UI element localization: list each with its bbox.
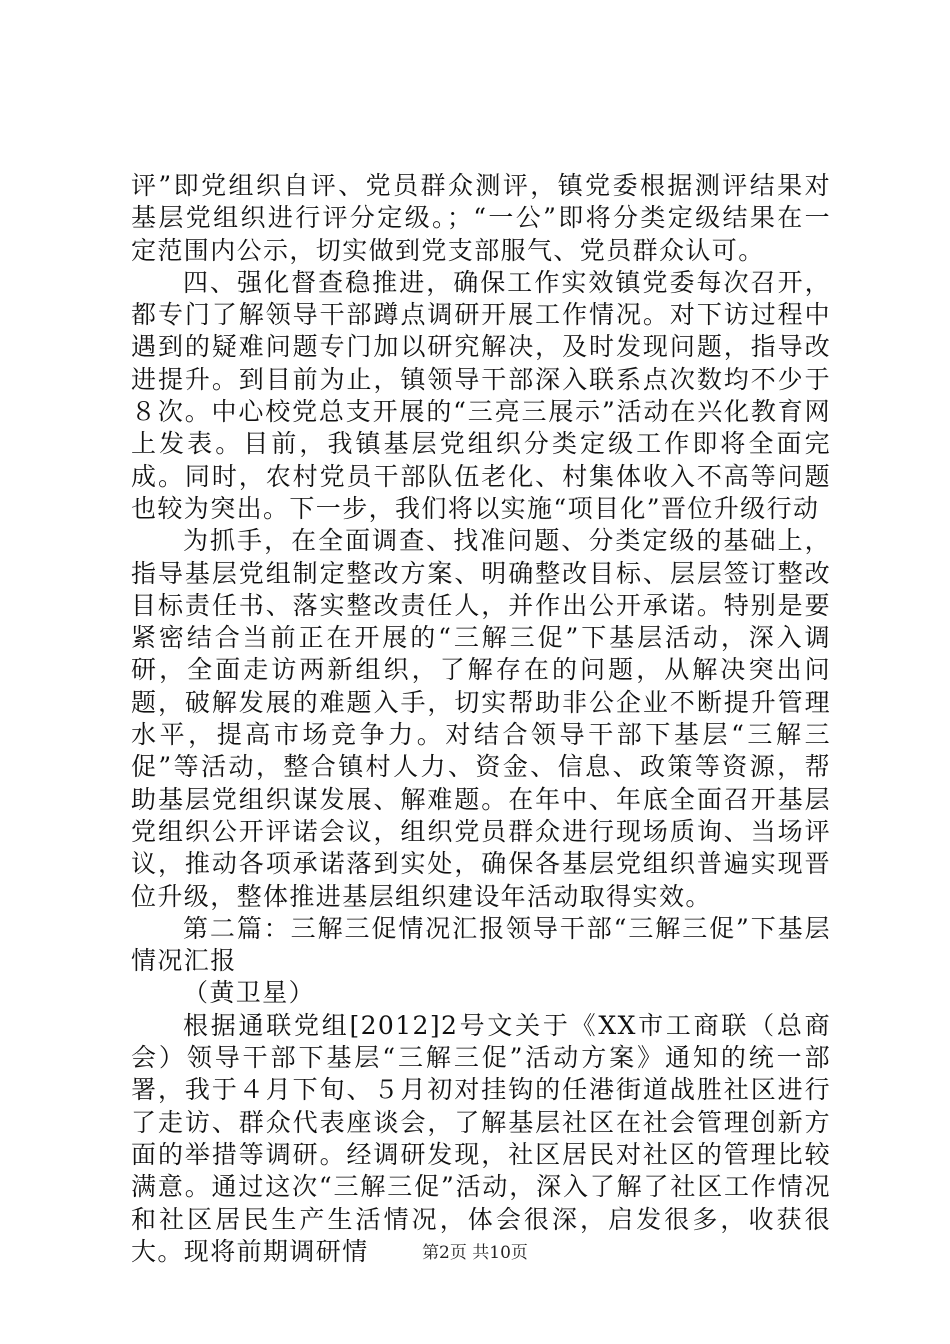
paragraph-6: 根据通联党组[2012]2号文关于《XX市工商联（总商会）领导干部下基层“三解三促”活动方案》通知的统一部署，我于４月下旬、５月初对挂钩的任港街道战胜社区进行了走访、群众代表座谈会，了解基层社区在社会管理创新方面的举措等调研。经调研发现，社区居民对社区的管理比较满意。通过这次“三解三促”活动，深入了解了社区工作情况和社区居民生产生活情况，体会很深，启发很多，收获很大。现将前期调研情 [131, 1010, 831, 1266]
page-number-footer: 第2页 共10页 [422, 1243, 528, 1263]
paragraph-2: 四、强化督查稳推进，确保工作实效镇党委每次召开，都专门了解领导干部蹲点调研开展工作情况。对下访过程中遇到的疑难问题专门加以研究解决，及时发现问题，指导改进提升。到目前为止，镇领导干部深入联系点次数均不少于８次。中心校党总支开展的“三亮三展示”活动在兴化教育网上发表。目前，我镇基层党组织分类定级工作即将全面完成。同时，农村党员干部队伍老化、村集体收入不高等问题也较为突出。下一步，我们将以实施“项目化”晋位升级行动 [131, 267, 831, 523]
document-body [131, 170, 831, 1268]
author-line: （黄卫星） [183, 978, 316, 1008]
paragraph-3: 为抓手，在全面调查、找准问题、分类定级的基础上，指导基层党组制定整改方案、明确整改目标、层层签订整改目标责任书、落实整改责任人，并作出公开承诺。特别是要紧密结合当前正在开展的“三解三促”下基层活动，深入调研，全面走访两新组织，了解存在的问题，从解决突出问题，破解发展的难题入手，切实帮助非公企业不断提升管理水平，提高市场竞争力。对结合领导干部下基层“三解三促”等活动，整合镇村人力、资金、信息、政策等资源，帮助基层党组织谋发展、解难题。在年中、年底全面召开基层党组织公开评诺会议，组织党员群众进行现场质询、当场评议，推动各项承诺落到实处，确保各基层党组织普遍实现晋位升级，整体推进基层组织建设年活动取得实效。 [131, 526, 831, 911]
section-heading: 第二篇：三解三促情况汇报领导干部“三解三促”下基层情况汇报 [131, 913, 831, 976]
paragraph-1: 评”即党组织自评、党员群众测评，镇党委根据测评结果对基层党组织进行评分定级。；“一公”即将分类定级结果在一定范围内公示，切实做到党支部服气、党员群众认可。 [131, 171, 831, 265]
